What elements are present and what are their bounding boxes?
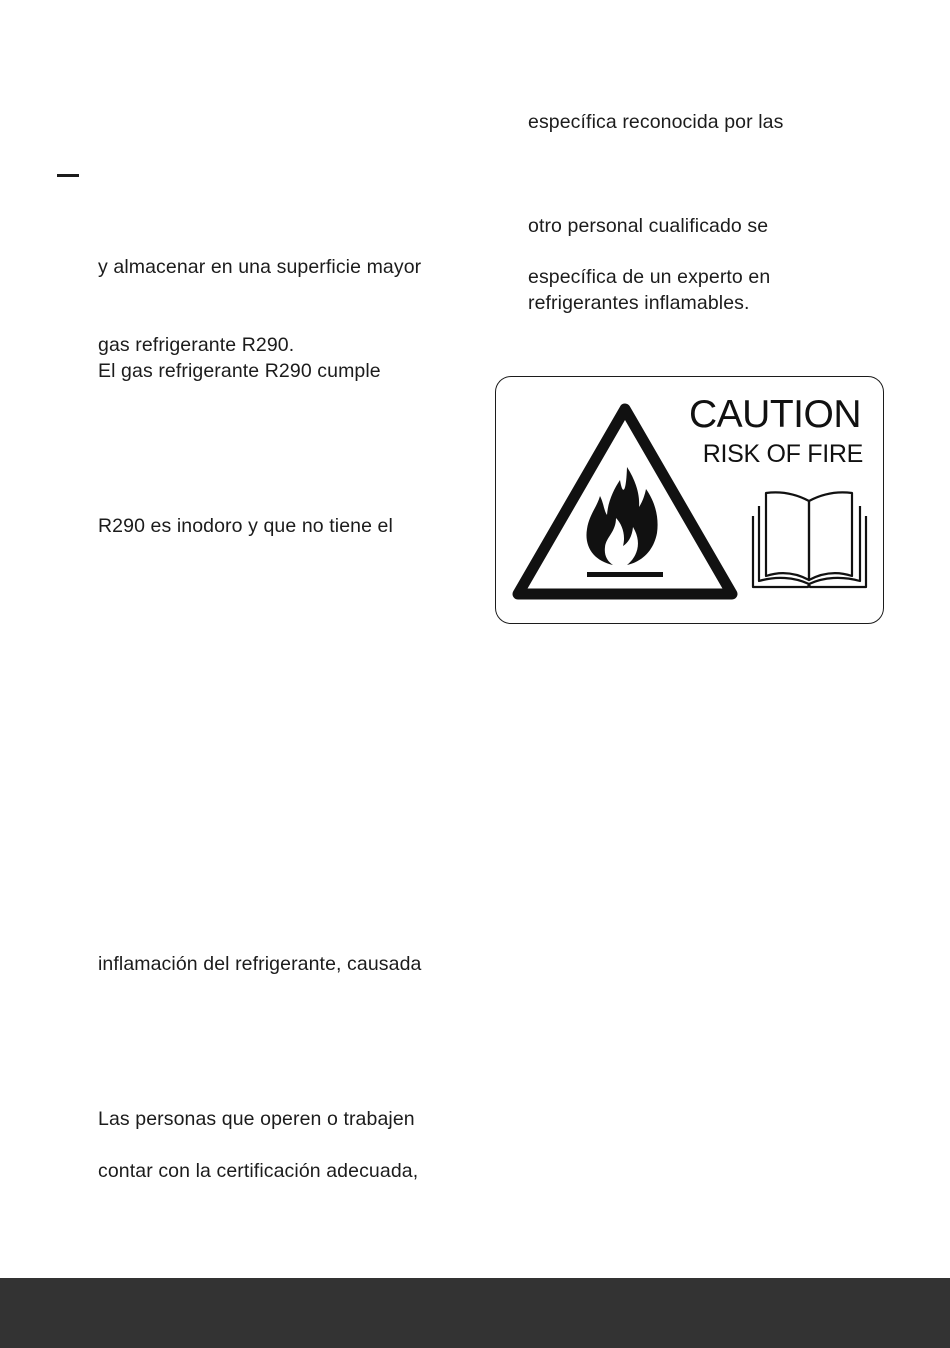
left-text-line-1: y almacenar en una superficie mayor [98, 256, 422, 278]
right-text-line-2: otro personal cualificado se [528, 215, 769, 237]
left-text-line-4: R290 es inodoro y que no tiene el [98, 515, 393, 537]
flame-baseline [587, 572, 663, 577]
right-text-line-3: específica de un experto en [528, 266, 771, 288]
left-text-line-2: gas refrigerante R290. [98, 334, 295, 356]
left-text-line-5: inflamación del refrigerante, causada [98, 953, 422, 975]
flame-icon [586, 467, 657, 565]
section-dash [57, 174, 79, 177]
left-text-line-6: Las personas que operen o trabajen [98, 1108, 415, 1130]
left-text-line-3: El gas refrigerante R290 cumple [98, 360, 381, 382]
risk-of-fire-subtitle: RISK OF FIRE [702, 440, 863, 468]
footer-band [0, 1278, 950, 1348]
right-text-line-1: específica reconocida por las [528, 111, 784, 133]
right-text-line-4: refrigerantes inflamables. [528, 292, 750, 314]
open-manual-book-icon [753, 492, 866, 587]
caution-title: CAUTION [689, 393, 861, 436]
left-text-line-7: contar con la certificación adecuada, [98, 1160, 419, 1182]
caution-risk-of-fire-sign [495, 376, 884, 624]
